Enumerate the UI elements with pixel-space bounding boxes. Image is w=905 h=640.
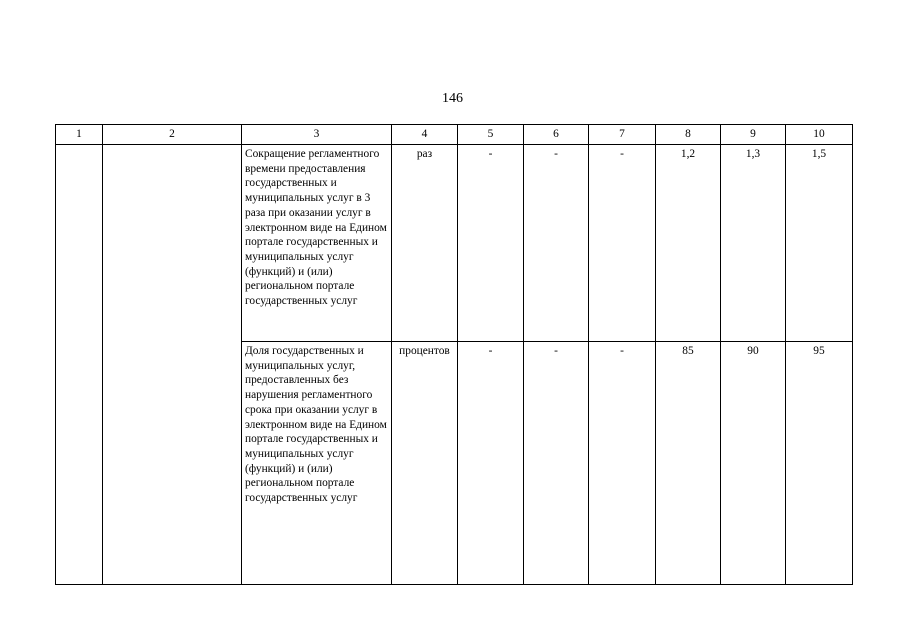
indicator-cell: Доля государственных и муниципальных услуг, предоставленных без нарушения регламентного срока при оказании услуг в электронном виде на Едином портале государственных и муниципальных услуг (функций) и (или) региональном портале государственных услуг — [242, 342, 392, 585]
value-cell: - — [589, 145, 656, 342]
value-cell: 90 — [721, 342, 786, 585]
value-cell: - — [589, 342, 656, 585]
value-cell: 85 — [656, 342, 721, 585]
table-cell-col2 — [103, 145, 242, 585]
table-cell-col1 — [56, 145, 103, 585]
column-header: 5 — [458, 125, 524, 145]
value-cell: - — [458, 342, 524, 585]
value-cell: - — [524, 145, 589, 342]
indicators-table — [55, 124, 853, 585]
value-cell: - — [458, 145, 524, 342]
value-cell: 1,2 — [656, 145, 721, 342]
column-header: 3 — [242, 125, 392, 145]
value-cell: 1,5 — [786, 145, 853, 342]
value-cell: 1,3 — [721, 145, 786, 342]
table-header-row — [56, 125, 853, 145]
unit-cell: раз — [392, 145, 458, 342]
value-cell: 95 — [786, 342, 853, 585]
column-header: 9 — [721, 125, 786, 145]
column-header: 1 — [56, 125, 103, 145]
column-header: 7 — [589, 125, 656, 145]
page-number: 146 — [442, 91, 463, 106]
indicator-cell: Сокращение регламентного времени предоставления государственных и муниципальных услуг в 3 раза при оказании услуг в электронном виде на Едином портале государственных и муниципальных услуг (функций) и (или) региональном портале государственных услуг — [242, 145, 392, 342]
column-header: 8 — [656, 125, 721, 145]
table-row — [56, 145, 853, 342]
column-header: 10 — [786, 125, 853, 145]
value-cell: - — [524, 342, 589, 585]
column-header: 6 — [524, 125, 589, 145]
column-header: 2 — [103, 125, 242, 145]
column-header: 4 — [392, 125, 458, 145]
unit-cell: процентов — [392, 342, 458, 585]
